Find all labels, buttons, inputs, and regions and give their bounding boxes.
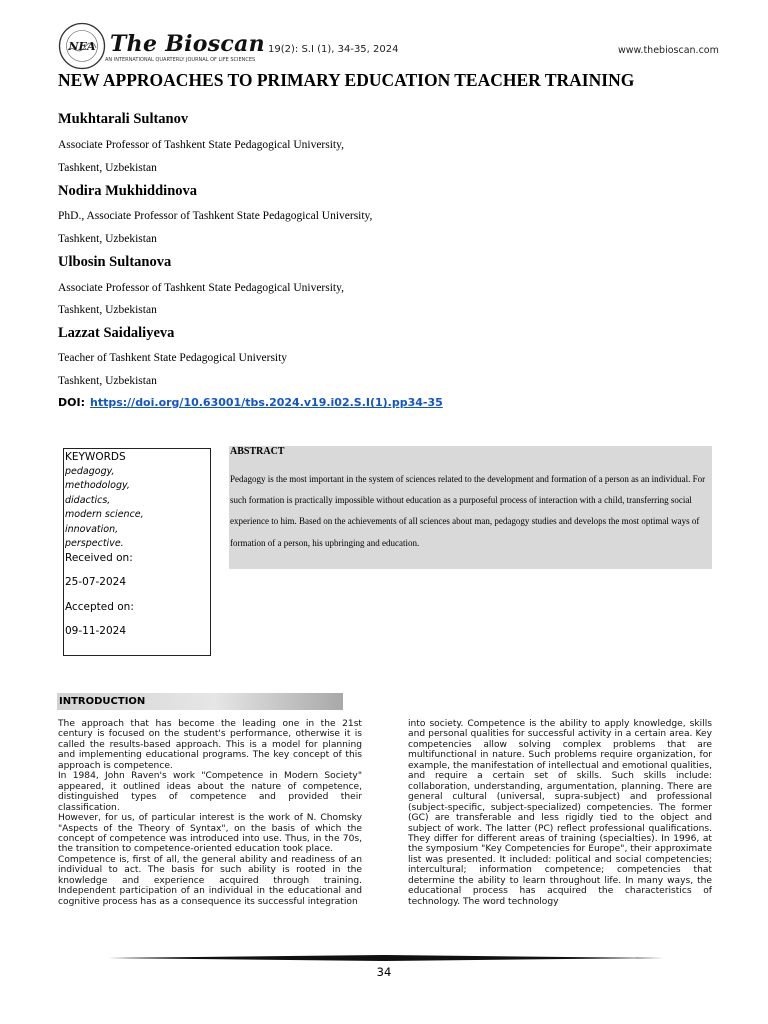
footer-rule [108,955,664,961]
body-paragraph: In 1984, John Raven's work "Competence in Modern Society" appeared, it outlined ideas about the nature of competence, distinguished types of competence and provided their classification. [58,771,362,813]
accepted-label: Accepted on: [65,600,134,613]
keyword: modern science, [65,509,144,520]
keyword: methodology, [65,480,130,491]
journal-website[interactable]: www.thebioscan.com [618,45,719,56]
introduction-heading: INTRODUCTION [59,696,146,707]
author-name: Ulbosin Sultanova [58,254,172,270]
doi-link[interactable]: https://doi.org/10.63001/tbs.2024.v19.i02.S.I(1).pp34-35 [89,396,443,409]
keyword: didactics, [65,494,111,506]
journal-logo-seal [58,22,106,70]
author-affiliation: PhD., Associate Professor of Tashkent State Pedagogical University, [58,210,373,222]
keyword: innovation, [65,523,119,535]
author-location: Tashkent, Uzbekistan [58,304,157,316]
author-affiliation: Teacher of Tashkent State Pedagogical University [58,352,288,364]
doi-line [58,396,443,409]
body-column-left [58,719,362,907]
author-location: Tashkent, Uzbekistan [58,233,157,245]
keywords-box [63,448,211,656]
received-date: 25-07-2024 [65,576,127,588]
keyword: perspective. [65,538,124,549]
keyword: pedagogy, [65,465,115,477]
author-name: Mukhtarali Sultanov [58,111,189,127]
journal-name: The Bioscan [110,31,265,57]
author-name: Lazzat Saidaliyeva [58,325,175,341]
author-location: Tashkent, Uzbekistan [58,162,157,174]
journal-subtitle: AN INTERNATIONAL QUARTERLY JOURNAL OF LIFE SCIENCES [105,57,256,63]
author-name: Nodira Mukhiddinova [58,183,198,199]
body-paragraph: However, for us, of particular interest is the work of N. Chomsky "Aspects of the Theory of Syntax", on the basis of which the concept of competence was introduced into use. Thus, in the 70s, the transition to competence-oriented education took place. [58,813,362,855]
paper-title: NEW APPROACHES TO PRIMARY EDUCATION TEACHER TRAINING [58,70,635,90]
author-affiliation: Associate Professor of Tashkent State Pedagogical University, [58,282,344,294]
body-paragraph: into society. Competence is the ability to apply knowledge, skills and personal qualities for successful activity in a certain area. Key competencies allow solving complex problems that are multifunctional in nature. Such problems require organization, for example, the manifestation of intellectual and emotional qualities, and require a certain set of skills. Such skills include: collaboration, understanding, argumentation, planning. There are general cultural (universal, supra-subject) and professional (subject-specific, subject-specialized) competencies. The former (GC) are transferable and less rigidly tied to the object and subject of work. The latter (PC) reflect professional qualifications. They differ for different areas of training (specialties). In 1996, at the symposium "Key Competencies for Europe", their approximate list was presented. It included: political and social competencies; intercultural; information competence; competencies that determine the ability to learn throughout life. In many ways, the educational process has acquired the characteristics of technology. The word technology [408,719,712,907]
body-column-right [408,719,712,907]
logo-text: NEA [68,40,96,53]
abstract-heading: ABSTRACT [230,446,285,457]
author-affiliation: Associate Professor of Tashkent State Pedagogical University, [58,139,344,151]
accepted-date: 09-11-2024 [65,625,127,637]
issue-citation: 19(2): S.I (1), 34-35, 2024 [268,44,399,55]
doi-label: DOI: [58,396,85,409]
page-number: 34 [376,965,392,979]
body-paragraph: Competence is, first of all, the general ability and readiness of an individual to act. The basis for such ability is rooted in the knowledge and experience acquired through training. Independent participation of an individual in the educational and cognitive process has as a consequence its successful integration [58,854,362,907]
keywords-heading: KEYWORDS [65,451,126,463]
body-paragraph: The approach that has become the leading one in the 21st century is focused on the student's performance, otherwise it is called the results-based approach. This is a model for planning and implementing educational programs. The key concept of this approach is competence. [58,719,362,771]
abstract-text: Pedagogy is the most important in the system of sciences related to the development and formation of a person as an individual. For such formation is practically impossible without education as a purposeful process of interaction with a child, transferring social experience to him. Based on the achievements of all sciences about man, pedagogy studies and develops the most optimal ways of formation of a person, his upbringing and education. [230,474,706,548]
author-location: Tashkent, Uzbekistan [58,375,157,387]
received-label: Received on: [65,551,133,564]
